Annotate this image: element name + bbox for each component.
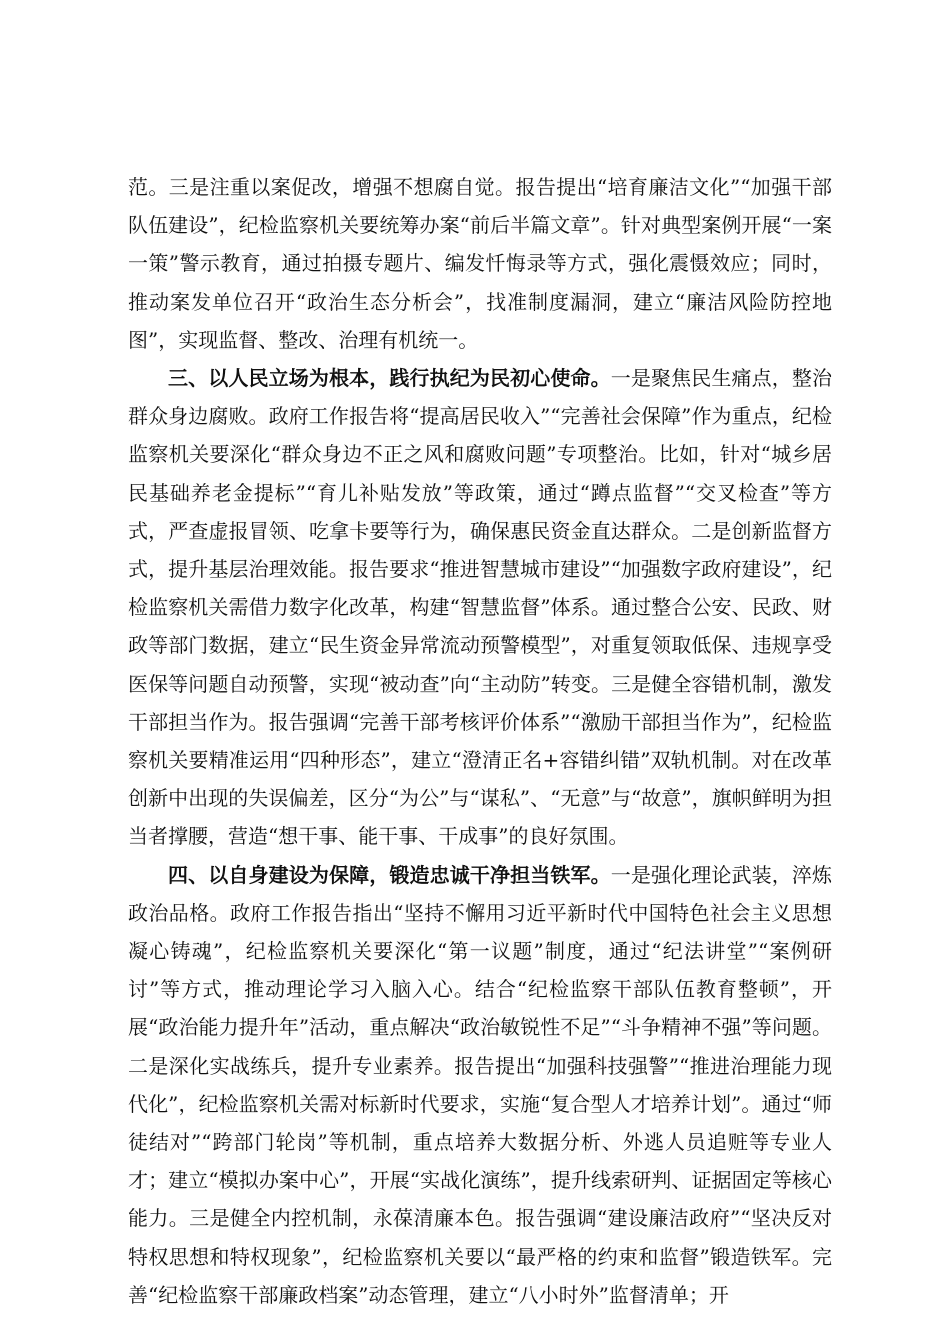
paragraph-text: 范。三是注重以案促改，增强不想腐自觉。报告提出“培育廉洁文化”“加强干部队伍建设”，纪检监察机关要统筹办案“前后半篇文章”。针对典型案例开展“一案一策”警示教育，通过拍摄专题片、编发忏悔录等方式，强化震慑效应；同时，推动案发单位召开“政治生态分析会”，找准制度漏洞，建立“廉洁风险防控地图”，实现监督、整改、治理有机统一。 [128, 175, 832, 352]
section-heading-four: 四、以自身建设为保障，锻造忠诚干净担当铁军。 [168, 862, 611, 887]
section-heading-three: 三、以人民立场为根本，践行执纪为民初心使命。 [168, 366, 611, 391]
paragraph-section-four [128, 856, 832, 1314]
paragraph-text: 一是聚焦民生痛点，整治群众身边腐败。政府工作报告将“提高居民收入”“完善社会保障”作为重点，纪检监察机关要深化“群众身边不正之风和腐败问题”专项整治。比如，针对“城乡居民基础养老金提标”“育儿补贴发放”等政策，通过“蹲点监督”“交叉检查”等方式，严查虚报冒领、吃拿卡要等行为，确保惠民资金直达群众。二是创新监督方式，提升基层治理效能。报告要求“推进智慧城市建设”“加强数字政府建设”，纪检监察机关需借力数字化改革，构建“智慧监督”体系。通过整合公安、民政、财政等部门数据，建立“民生资金异常流动预警模型”，对重复领取低保、违规享受医保等问题自动预警，实现“被动查”向“主动防”转变。三是健全容错机制，激发干部担当作为。报告强调“完善干部考核评价体系”“激励干部担当作为”，纪检监察机关要精准运用“四种形态”，建立“澄清正名+容错纠错”双轨机制。对在改革创新中出现的失误偏差，区分“为公”与“谋私”、“无意”与“故意”，旗帜鲜明为担当者撑腰，营造“想干事、能干事、干成事”的良好氛围。 [128, 366, 832, 849]
paragraph-continuation [128, 168, 832, 359]
document-body [128, 168, 832, 1314]
paragraph-text: 一是强化理论武装，淬炼政治品格。政府工作报告指出“坚持不懈用习近平新时代中国特色社会主义思想凝心铸魂”，纪检监察机关要深化“第一议题”制度，通过“纪法讲堂”“案例研讨”等方式，推动理论学习入脑入心。结合“纪检监察干部队伍教育整顿”，开展“政治能力提升年”活动，重点解决“政治敏锐性不足”“斗争精神不强”等问题。二是深化实战练兵，提升专业素养。报告提出“加强科技强警”“推进治理能力现代化”，纪检监察机关需对标新时代要求，实施“复合型人才培养计划”。通过“师徒结对”“跨部门轮岗”等机制，重点培养大数据分析、外逃人员追赃等专业人才；建立“模拟办案中心”，开展“实战化演练”，提升线索研判、证据固定等核心能力。三是健全内控机制，永葆清廉本色。报告强调“建设廉洁政府”“坚决反对特权思想和特权现象”，纪检监察机关要以“最严格的约束和监督”锻造铁军。完善“纪检监察干部廉政档案”动态管理，建立“八小时外”监督清单；开 [128, 862, 832, 1307]
paragraph-section-three [128, 359, 832, 856]
